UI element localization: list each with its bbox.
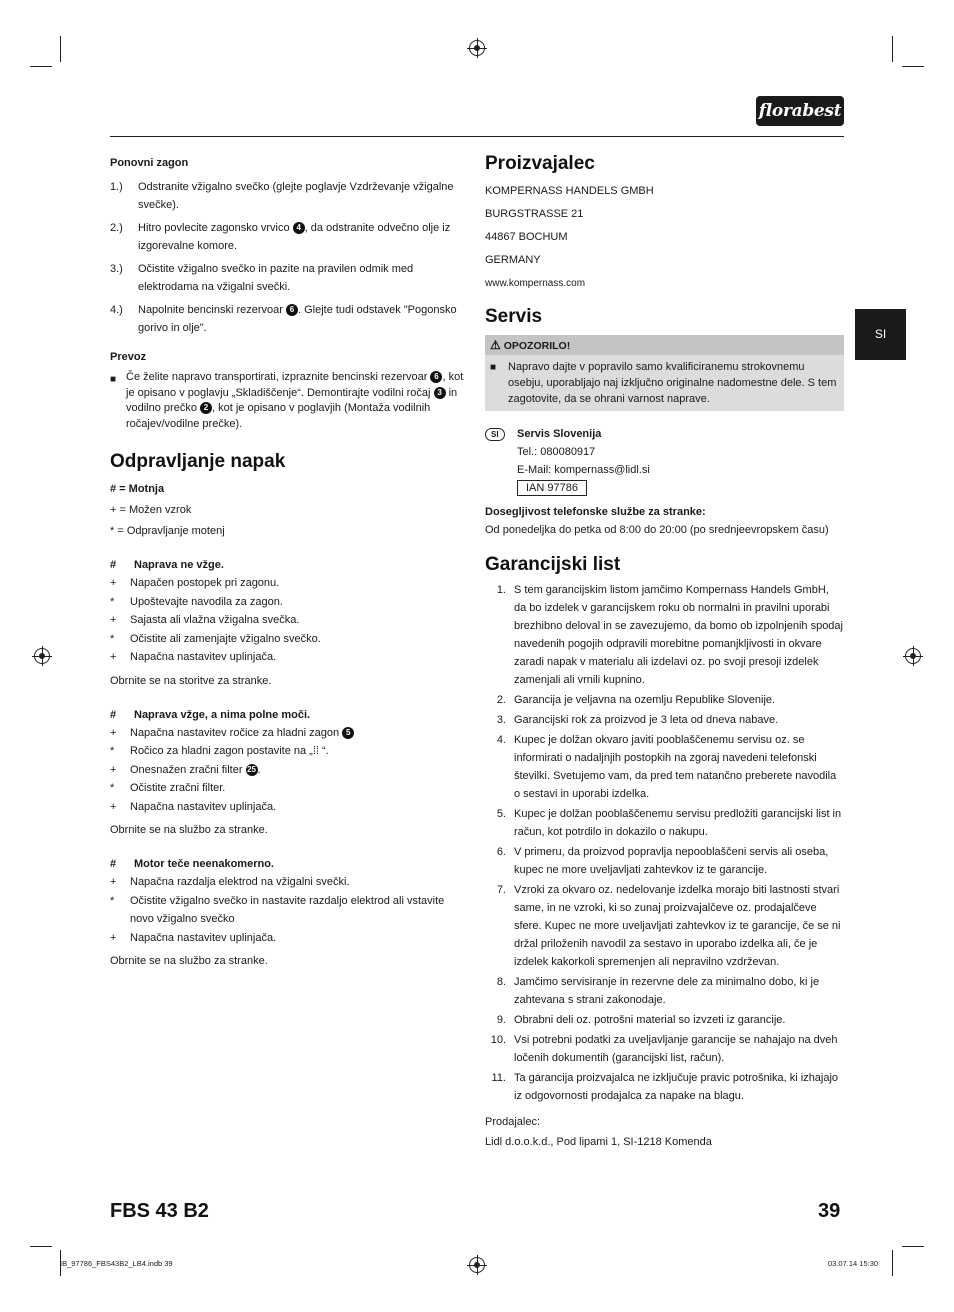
- restart-step: [110, 219, 470, 255]
- step-text: Očistite vžigalno svečko in pazite na pravilen odmik med elektrodama na vžigalni svečki.: [138, 263, 414, 293]
- part-number-badge: 25: [247, 764, 257, 774]
- warranty-number: 11.: [491, 1072, 506, 1084]
- warranty-number: 2.: [496, 694, 506, 706]
- left-column: [110, 154, 470, 970]
- registration-mark-icon: [34, 648, 50, 664]
- fault-row-text: Napačna nastavitev uplinjača.: [130, 800, 277, 813]
- warranty-item: [485, 1011, 844, 1029]
- registration-mark-icon: [905, 648, 921, 664]
- fault-title: [110, 706, 470, 724]
- warranty-text: Jamčimo servisiranje in rezervne dele za minimalno dobo, ki je zahtevana s strani zakonodaje.: [514, 976, 820, 1006]
- warranty-text: S tem garancijskim listom jamčimo Kompernass Handels GmbH, da bo izdelek v garancijskem roku ob normalni in pravilni uporabi brezhibno deloval in se zavezujemo, da bomo ob izpolnjenih spodaj navedenih pogojih odpravili morebitne pomanjkljivosti in okvare zaradi napak v materialu ali izdelavi oz. po svoji presoji izdelek zamenjali ali vrnili kupnino.: [514, 584, 843, 686]
- part-number-badge: 6: [430, 371, 442, 383]
- fault-row-text: Upoštevajte navodila za zagon.: [130, 595, 283, 608]
- service-contact: [485, 425, 844, 443]
- fault-row-text: Napačna nastavitev uplinjača.: [130, 651, 277, 663]
- language-tab: SI: [855, 309, 906, 360]
- warranty-number: 3.: [496, 714, 506, 726]
- warranty-item: [485, 731, 844, 803]
- fault-row-symbol: *: [110, 632, 115, 645]
- registration-mark-icon: [469, 40, 485, 56]
- troubleshoot-heading: Odpravljanje napak: [110, 451, 286, 472]
- availability-text: Od ponedeljka do petka od 8:00 do 20:00 (po srednjeevropskem času): [485, 524, 829, 536]
- seller-text: Lidl d.o.o.k.d., Pod lipami 1, SI-1218 Komenda: [485, 1136, 712, 1148]
- warranty-text: Garancijski rok za proizvod je 3 leta od dneva nabave.: [514, 714, 779, 726]
- restart-step: [110, 178, 470, 214]
- print-slug-date: 03.07.14 15:30: [828, 1259, 879, 1268]
- header-rule: [110, 136, 844, 137]
- fault-symbol: #: [110, 708, 117, 721]
- transport-item: ■ Če želite napravo transportirati, izpraznite bencinski rezervoar 6 , kot je opisano v poglavju „Skladiščenje“. Demontirajte vodilni ročaj 3 in vodilno prečko 2 , kot je opisano v poglavjih (Montaža vodilnih ročajev/vodilne prečke).: [110, 370, 470, 432]
- service-email: E-Mail: kompernass@lidl.si: [517, 464, 650, 476]
- part-number-badge: 6: [286, 304, 298, 316]
- transport-heading: Prevoz: [110, 351, 147, 363]
- fault-row-symbol: +: [110, 614, 117, 626]
- warning-triangle-icon: ⚠: [490, 338, 501, 352]
- warranty-number: 9.: [496, 1014, 506, 1026]
- fault-row: [110, 630, 470, 649]
- warranty-number: 5.: [496, 808, 506, 820]
- fault-row: [110, 779, 470, 798]
- fault-row-symbol: *: [110, 595, 115, 608]
- fault-note: Obrnite se na službo za stranke.: [110, 824, 268, 836]
- brand-logo: florabest: [756, 96, 844, 126]
- service-name: Servis Slovenija: [517, 428, 602, 440]
- fault-symbol: #: [110, 858, 117, 870]
- step-number: 1.): [110, 181, 123, 193]
- fault-title: [110, 855, 470, 873]
- step-number: 4.): [110, 304, 123, 316]
- step-number: 3.): [110, 263, 123, 275]
- fault-row: [110, 593, 470, 612]
- warranty-text: Garancija je veljavna na ozemlju Republike Slovenije.: [514, 694, 776, 706]
- step-text: Hitro povlecite zagonsko vrvico 4 , da odstranite odvečno olje iz izgorevalne komore.: [138, 222, 451, 252]
- part-number-badge: 4: [293, 222, 305, 234]
- crop-mark: [902, 1246, 924, 1247]
- fault-row-text: Očistite vžigalno svečko in nastavite razdaljo elektrod ali vstavite novo vžigalno svečko: [130, 894, 445, 925]
- fault-title: [110, 556, 470, 574]
- address-line: GERMANY: [485, 254, 541, 266]
- fault-row-symbol: +: [110, 763, 117, 776]
- fault-row-text: Ročico za hladni zagon postavite na „⁞⁞ “.: [130, 745, 329, 757]
- fault-row-symbol: +: [110, 876, 117, 888]
- warranty-item: [485, 581, 844, 689]
- ian-number: IAN 97786: [517, 480, 587, 496]
- fault-row: [110, 574, 470, 593]
- legend-row: [110, 501, 470, 519]
- warranty-list: [485, 581, 844, 1105]
- warning-label: OPOZORILO!: [503, 340, 571, 352]
- warranty-text: Vsi potrebni podatki za uveljavljanje garancije se nahajajo na dveh ločenih dokumentih (garancijski list, račun).: [514, 1034, 838, 1064]
- service-tel: Tel.: 080080917: [517, 446, 596, 458]
- warranty-item: [485, 843, 844, 879]
- fault-row-text: Napačna nastavitev uplinjača.: [130, 931, 277, 944]
- legend-text: Odpravljanje motenj: [126, 525, 225, 537]
- fault-row-text: Onesnažen zračni filter 25 .: [130, 763, 261, 776]
- fault-text: Motor teče neenakomerno.: [134, 858, 274, 870]
- fault-row: [110, 873, 470, 892]
- warranty-item: [485, 881, 844, 971]
- legend-symbol: # =: [110, 483, 129, 495]
- fault-group: [110, 706, 470, 840]
- fault-row-symbol: +: [110, 800, 117, 813]
- warranty-number: 8.: [496, 976, 506, 988]
- fault-row: [110, 761, 470, 780]
- legend-symbol: * =: [110, 525, 127, 537]
- warranty-text: Vzroki za okvaro oz. nedelovanje izdelka morajo biti lastnosti stvari same, in ne vzroki, ki so zunaj proizvajalčeve oz. prodajalčeve sfere. Kupec ne more uveljavljati zahtevkov iz te garancije, če se ni držal priloženih navodil za sestavo in uporabo izdelka ali, če je izdelek kakorkoli spremenjen ali nepravilno vzdrževan.: [514, 884, 841, 968]
- restart-heading: Ponovni zagon: [110, 157, 189, 169]
- restart-step: [110, 301, 470, 337]
- fault-row: [110, 798, 470, 817]
- crop-mark: [30, 66, 52, 67]
- crop-mark: [892, 36, 893, 62]
- fault-row-symbol: *: [110, 894, 115, 907]
- seller-label: Prodajalec:: [485, 1116, 541, 1128]
- manufacturer-address: [485, 180, 844, 295]
- fault-row-symbol: +: [110, 726, 117, 739]
- bullet-square-icon: [490, 359, 508, 407]
- warranty-text: Obrabni deli oz. potrošni material so izvzeti iz garancije.: [514, 1014, 786, 1026]
- address-line: KOMPERNASS HANDELS GMBH: [485, 185, 654, 197]
- address-line: BURGSTRASSE 21: [485, 208, 584, 220]
- fault-note: Obrnite se na službo za stranke.: [110, 955, 268, 967]
- legend-text: Možen vzrok: [128, 504, 192, 516]
- warranty-text: Kupec je dolžan pooblaščenemu servisu predložiti garancijski list in račun, kot potrdilo in dokazilo o nakupu.: [514, 808, 842, 838]
- step-text: Napolnite bencinski rezervoar 6 . Glejte tudi odstavek "Pogonsko gorivo in olje".: [138, 304, 457, 334]
- fault-row-text: Napačen postopek pri zagonu.: [130, 577, 280, 589]
- availability-title: Dosegljivost telefonske službe za stranke:: [485, 506, 706, 518]
- address-line: www.kompernass.com: [485, 278, 586, 289]
- print-slug-file: IB_97786_FBS43B2_LB4.indb 39: [60, 1259, 173, 1268]
- part-number-badge: 5: [342, 727, 354, 739]
- fault-row: [110, 648, 470, 667]
- warranty-heading: Garancijski list: [485, 554, 621, 575]
- fault-symbol: #: [110, 559, 117, 571]
- part-number-badge: 2: [200, 402, 212, 414]
- part-number-badge: 3: [434, 387, 446, 399]
- warranty-item: [485, 973, 844, 1009]
- fault-note: Obrnite se na storitve za stranke.: [110, 674, 272, 687]
- warranty-number: 6.: [496, 846, 506, 858]
- warranty-number: 7.: [496, 884, 506, 896]
- troubleshoot-legend: [110, 480, 470, 540]
- manufacturer-heading: Proizvajalec: [485, 153, 595, 174]
- warranty-item: [485, 711, 844, 729]
- legend-row: [110, 480, 470, 498]
- fault-row-symbol: +: [110, 651, 117, 663]
- registration-mark-icon: [469, 1257, 485, 1273]
- fault-row-symbol: *: [110, 782, 115, 794]
- fault-row: [110, 742, 470, 761]
- warranty-text: Kupec je dolžan okvaro javiti pooblaščenemu servisu oz. se informirati o nadaljnjih postopkih na zgoraj navedeni telefonski številki. Svetujemo vam, da pred tem natančno preberete navodila o sestavi in uporabi izdelka.: [514, 734, 837, 800]
- fault-group: [110, 556, 470, 690]
- crop-mark: [60, 36, 61, 62]
- fault-row-text: Očistite ali zamenjajte vžigalno svečko.: [130, 632, 321, 645]
- fault-group: [110, 855, 470, 970]
- service-heading: Servis: [485, 306, 543, 327]
- troubleshoot-groups: [110, 556, 470, 970]
- warranty-text: Ta garancija proizvajalca ne izključuje pravic potrošnika, ki izhajajo iz odgovornosti prodajalca za napake na blagu.: [514, 1072, 839, 1102]
- legend-text: Motnja: [128, 483, 165, 495]
- crop-mark: [30, 1246, 52, 1247]
- warranty-item: [485, 691, 844, 709]
- warranty-number: 10.: [490, 1034, 506, 1046]
- address-line: 44867 BOCHUM: [485, 231, 568, 243]
- fault-text: Naprava vžge, a nima polne moči.: [134, 708, 311, 721]
- fault-row: [110, 611, 470, 630]
- warranty-text: V primeru, da proizvod popravlja nepooblaščeni servis ali oseba, kupec ne more uveljavljati zahtevkov iz te garancije.: [514, 846, 829, 876]
- fault-row-symbol: +: [110, 931, 117, 944]
- fault-text: Naprava ne vžge.: [134, 559, 224, 571]
- fault-row-text: Sajasta ali vlažna vžigalna svečka.: [130, 614, 300, 626]
- legend-symbol: + =: [110, 504, 129, 516]
- crop-mark: [902, 66, 924, 67]
- fault-row: [110, 892, 470, 929]
- fault-row-text: Očistite zračni filter.: [130, 782, 226, 794]
- warning-box: [485, 335, 844, 411]
- restart-step: [110, 260, 470, 296]
- warranty-item: [485, 1031, 844, 1067]
- step-number: 2.): [110, 222, 123, 234]
- crop-mark: [892, 1250, 893, 1276]
- fault-row: [110, 929, 470, 948]
- right-column: [485, 152, 844, 1151]
- model-name: FBS 43 B2: [110, 1200, 209, 1222]
- legend-row: [110, 522, 470, 540]
- warranty-number: 1.: [496, 584, 506, 596]
- fault-row-text: Napačna razdalja elektrod na vžigalni svečki.: [130, 876, 350, 888]
- fault-row: [110, 724, 470, 743]
- fault-row-symbol: *: [110, 745, 115, 757]
- fault-row-symbol: +: [110, 577, 117, 589]
- warranty-item: [485, 1069, 844, 1105]
- country-badge: SI: [485, 428, 505, 441]
- step-text: Odstranite vžigalno svečko (glejte poglavje Vzdrževanje vžigalne svečke).: [138, 181, 454, 211]
- page-number: 39: [818, 1200, 841, 1222]
- warranty-item: [485, 805, 844, 841]
- warranty-number: 4.: [496, 734, 506, 746]
- warning-text: Napravo dajte v popravilo samo kvalificiranemu strokovnemu osebju, uporabljajo naj izključno originalne nadomestne dele. S tem zagotovite, da se ohrani varnost naprave.: [508, 361, 837, 405]
- bullet-square-icon: [110, 370, 126, 432]
- fault-row-text: Napačna nastavitev ročice za hladni zagon 5: [130, 724, 354, 743]
- restart-list: [110, 178, 470, 337]
